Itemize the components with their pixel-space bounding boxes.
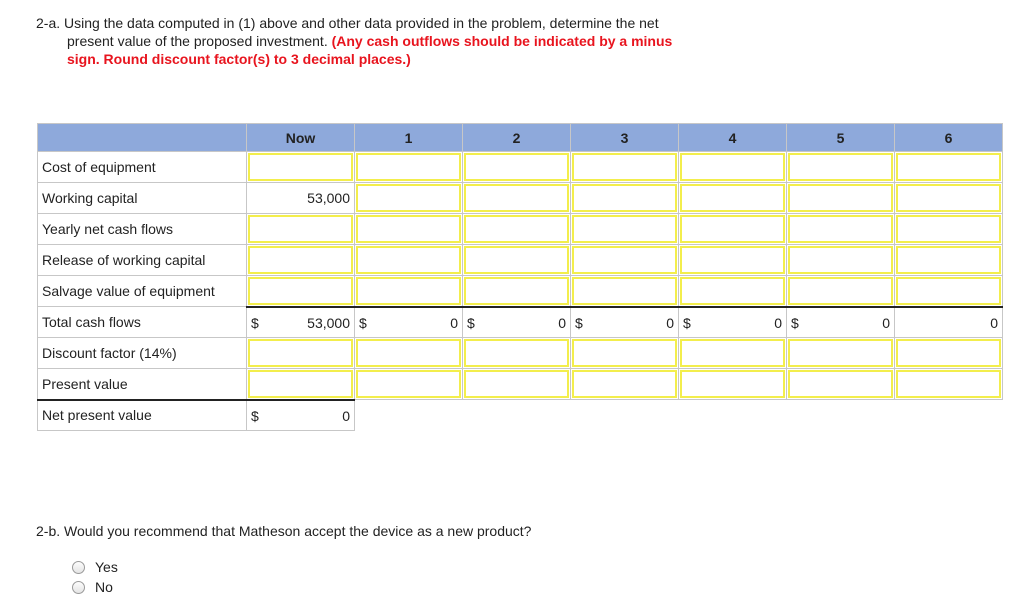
input-cell[interactable] [679, 276, 787, 307]
input-cell[interactable] [787, 276, 895, 307]
row-working-capital [38, 183, 1003, 214]
input-cell[interactable] [895, 276, 1003, 307]
input-cell[interactable] [247, 152, 355, 183]
question-2a-line2 [36, 32, 796, 50]
input-cell[interactable] [895, 214, 1003, 245]
row-label: Yearly net cash flows [38, 214, 247, 245]
input-cell[interactable] [679, 214, 787, 245]
input-cell[interactable] [787, 338, 895, 369]
header-blank [38, 124, 247, 152]
row-label: Total cash flows [38, 307, 247, 338]
input-cell[interactable] [247, 245, 355, 276]
question-2a-line1: 2-a. Using the data computed in (1) above and other data provided in the problem, determine the net [36, 15, 659, 31]
total-cell-year-6 [895, 307, 1003, 338]
question-2a-plain: present value of the proposed investment. [67, 33, 332, 49]
dollar-sign: $ [251, 314, 259, 331]
cell-value: 0 [450, 314, 458, 331]
input-cell[interactable] [355, 276, 463, 307]
input-cell[interactable] [355, 369, 463, 400]
header-year-5: 5 [787, 124, 895, 152]
row-label: Salvage value of equipment [38, 276, 247, 307]
cell-value: 0 [882, 314, 890, 331]
header-year-4: 4 [679, 124, 787, 152]
option-label: No [95, 579, 113, 595]
input-cell[interactable] [463, 214, 571, 245]
input-cell[interactable] [895, 152, 1003, 183]
input-cell[interactable] [355, 338, 463, 369]
npv-value: 0 [342, 407, 350, 424]
total-cell-year-5 [787, 307, 895, 338]
option-no[interactable] [72, 579, 113, 595]
dollar-sign: $ [791, 314, 799, 331]
input-cell[interactable] [247, 338, 355, 369]
input-cell[interactable] [247, 369, 355, 400]
input-cell[interactable] [895, 183, 1003, 214]
cell-value: 0 [774, 314, 782, 331]
input-cell[interactable] [787, 369, 895, 400]
input-cell[interactable] [355, 214, 463, 245]
input-cell[interactable] [355, 152, 463, 183]
cell-value: 0 [990, 314, 998, 331]
row-yearly-net-cash-flows [38, 214, 1003, 245]
radio-button[interactable] [72, 581, 85, 594]
row-label: Present value [38, 369, 247, 400]
input-cell[interactable] [787, 183, 895, 214]
row-discount-factor [38, 338, 1003, 369]
question-2a [36, 14, 796, 68]
input-cell[interactable] [463, 369, 571, 400]
total-cell-year-4 [679, 307, 787, 338]
dollar-sign: $ [575, 314, 583, 331]
row-label: Release of working capital [38, 245, 247, 276]
header-year-6: 6 [895, 124, 1003, 152]
row-present-value [38, 369, 1003, 400]
input-cell[interactable] [571, 245, 679, 276]
input-cell[interactable] [463, 276, 571, 307]
row-release-working-capital [38, 245, 1003, 276]
input-cell[interactable] [355, 245, 463, 276]
question-2b: 2-b. Would you recommend that Matheson accept the device as a new product? [36, 523, 532, 539]
row-net-present-value [38, 400, 1003, 431]
cell-value: 0 [666, 314, 674, 331]
input-cell[interactable] [571, 183, 679, 214]
row-total-cash-flows [38, 307, 1003, 338]
cell-value: 0 [558, 314, 566, 331]
dollar-sign: $ [251, 407, 259, 424]
header-now: Now [247, 124, 355, 152]
input-cell[interactable] [787, 245, 895, 276]
dollar-sign: $ [683, 314, 691, 331]
input-cell[interactable] [787, 214, 895, 245]
input-cell[interactable] [247, 214, 355, 245]
input-cell[interactable] [679, 245, 787, 276]
input-cell[interactable] [463, 183, 571, 214]
input-cell[interactable] [355, 183, 463, 214]
input-cell[interactable] [895, 245, 1003, 276]
input-cell[interactable] [463, 245, 571, 276]
npv-value-cell [247, 400, 355, 431]
input-cell[interactable] [571, 152, 679, 183]
input-cell[interactable] [571, 276, 679, 307]
header-row [38, 124, 1003, 152]
input-cell[interactable] [787, 152, 895, 183]
question-2a-instruction: (Any cash outflows should be indicated by a minus [331, 33, 673, 49]
dollar-sign: $ [359, 314, 367, 331]
input-cell[interactable] [895, 369, 1003, 400]
input-cell[interactable] [463, 338, 571, 369]
cell-value: 53,000 [307, 190, 350, 206]
row-label: Cost of equipment [38, 152, 247, 183]
header-year-2: 2 [463, 124, 571, 152]
row-cost-of-equipment [38, 152, 1003, 183]
header-year-3: 3 [571, 124, 679, 152]
input-cell[interactable] [679, 338, 787, 369]
input-cell[interactable] [679, 152, 787, 183]
radio-button[interactable] [72, 561, 85, 574]
input-cell[interactable] [247, 276, 355, 307]
total-cell-year-3 [571, 307, 679, 338]
input-cell[interactable] [571, 369, 679, 400]
npv-table [37, 123, 1003, 431]
header-year-1: 1 [355, 124, 463, 152]
working-capital-now-value [247, 183, 355, 214]
cell-value: 53,000 [307, 314, 350, 331]
input-cell[interactable] [571, 338, 679, 369]
input-cell[interactable] [463, 152, 571, 183]
row-salvage-value [38, 276, 1003, 307]
option-yes[interactable] [72, 559, 118, 575]
row-label: Discount factor (14%) [38, 338, 247, 369]
input-cell[interactable] [571, 214, 679, 245]
option-label: Yes [95, 559, 118, 575]
dollar-sign: $ [467, 314, 475, 331]
input-cell[interactable] [679, 369, 787, 400]
total-cell-now [247, 307, 355, 338]
input-cell[interactable] [679, 183, 787, 214]
row-label: Net present value [38, 400, 247, 431]
question-2a-instruction-cont: sign. Round discount factor(s) to 3 decimal places.) [67, 51, 411, 67]
empty-space [355, 400, 1003, 431]
total-cell-year-1 [355, 307, 463, 338]
total-cell-year-2 [463, 307, 571, 338]
input-cell[interactable] [895, 338, 1003, 369]
row-label: Working capital [38, 183, 247, 214]
